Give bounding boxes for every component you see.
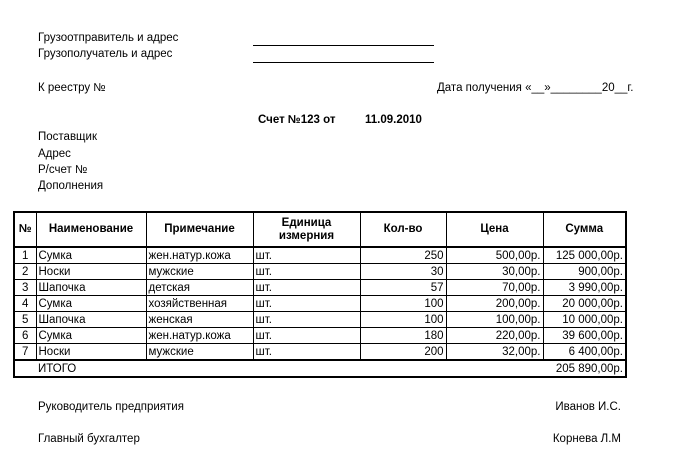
total-label: ИТОГО (36, 360, 543, 377)
col-unit-header: Единица измерния (253, 212, 360, 247)
col-price-header: Цена (446, 212, 543, 247)
cell-name: Шапочка (36, 312, 146, 328)
account-label: Р/счет № (38, 164, 88, 176)
cell-num: 2 (14, 264, 36, 280)
consignee-line (253, 62, 434, 63)
table-row (14, 247, 626, 264)
table-row (14, 280, 626, 296)
cell-unit: шт. (253, 328, 360, 344)
table-row (14, 344, 626, 361)
cell-unit: шт. (253, 280, 360, 296)
cell-name: Сумка (36, 328, 146, 344)
cell-num: 4 (14, 296, 36, 312)
cell-price: 220,00р. (446, 328, 543, 344)
cell-sum: 20 000,00р. (543, 296, 626, 312)
cell-name: Носки (36, 344, 146, 361)
cell-sum: 125 000,00р. (543, 247, 626, 264)
cell-qty: 250 (360, 247, 446, 264)
cell-name: Носки (36, 264, 146, 280)
cell-qty: 30 (360, 264, 446, 280)
col-num-header: № (14, 212, 36, 247)
invoice-table (13, 211, 627, 378)
cell-qty: 100 (360, 296, 446, 312)
registry-label: К реестру № (38, 82, 106, 94)
table-header-row (14, 212, 626, 247)
invoice-title: Счет №123 от (258, 114, 336, 126)
cell-sum: 10 000,00р. (543, 312, 626, 328)
cell-note: детская (146, 280, 253, 296)
cell-sum: 39 600,00р. (543, 328, 626, 344)
cell-num: 7 (14, 344, 36, 361)
cell-sum: 3 990,00р. (543, 280, 626, 296)
col-note-header: Примечание (146, 212, 253, 247)
invoice-date: 11.09.2010 (365, 114, 422, 126)
total-value: 205 890,00р. (543, 360, 626, 377)
cell-qty: 100 (360, 312, 446, 328)
cell-price: 32,00р. (446, 344, 543, 361)
cell-price: 200,00р. (446, 296, 543, 312)
cell-num: 5 (14, 312, 36, 328)
cell-unit: шт. (253, 247, 360, 264)
cell-note: хозяйственная (146, 296, 253, 312)
cell-qty: 180 (360, 328, 446, 344)
cell-price: 500,00р. (446, 247, 543, 264)
consignee-label: Грузополучатель и адрес (38, 48, 173, 60)
cell-sum: 900,00р. (543, 264, 626, 280)
cell-price: 70,00р. (446, 280, 543, 296)
accountant-name: Корнева Л.М (552, 433, 621, 445)
col-name-header: Наименование (36, 212, 146, 247)
total-row (14, 360, 626, 377)
cell-unit: шт. (253, 344, 360, 361)
table-row (14, 264, 626, 280)
cell-unit: шт. (253, 312, 360, 328)
cell-sum: 6 400,00р. (543, 344, 626, 361)
cell-name: Шапочка (36, 280, 146, 296)
shipper-label: Грузоотправитель и адрес (38, 32, 179, 44)
director-label: Руководитель предприятия (38, 401, 184, 413)
col-qty-header: Кол-во (360, 212, 446, 247)
cell-note: жен.натур.кожа (146, 247, 253, 264)
cell-qty: 57 (360, 280, 446, 296)
received-date-label: Дата получения «__»________20__г. (437, 82, 634, 94)
cell-note: жен.натур.кожа (146, 328, 253, 344)
cell-qty: 200 (360, 344, 446, 361)
cell-unit: шт. (253, 264, 360, 280)
cell-note: мужские (146, 344, 253, 361)
cell-name: Сумка (36, 296, 146, 312)
table-row (14, 312, 626, 328)
cell-num: 3 (14, 280, 36, 296)
shipper-line (253, 45, 434, 46)
cell-price: 100,00р. (446, 312, 543, 328)
cell-unit: шт. (253, 296, 360, 312)
cell-num: 6 (14, 328, 36, 344)
total-spacer (14, 360, 36, 377)
address-label: Адрес (38, 148, 71, 160)
col-sum-header: Сумма (543, 212, 626, 247)
cell-note: женская (146, 312, 253, 328)
additions-label: Дополнения (38, 180, 104, 192)
cell-name: Сумка (36, 247, 146, 264)
accountant-label: Главный бухгалтер (38, 433, 140, 445)
cell-num: 1 (14, 247, 36, 264)
table-row (14, 328, 626, 344)
supplier-label: Поставщик (38, 131, 97, 143)
table-row (14, 296, 626, 312)
cell-note: мужские (146, 264, 253, 280)
cell-price: 30,00р. (446, 264, 543, 280)
director-name: Иванов И.С. (555, 401, 621, 413)
